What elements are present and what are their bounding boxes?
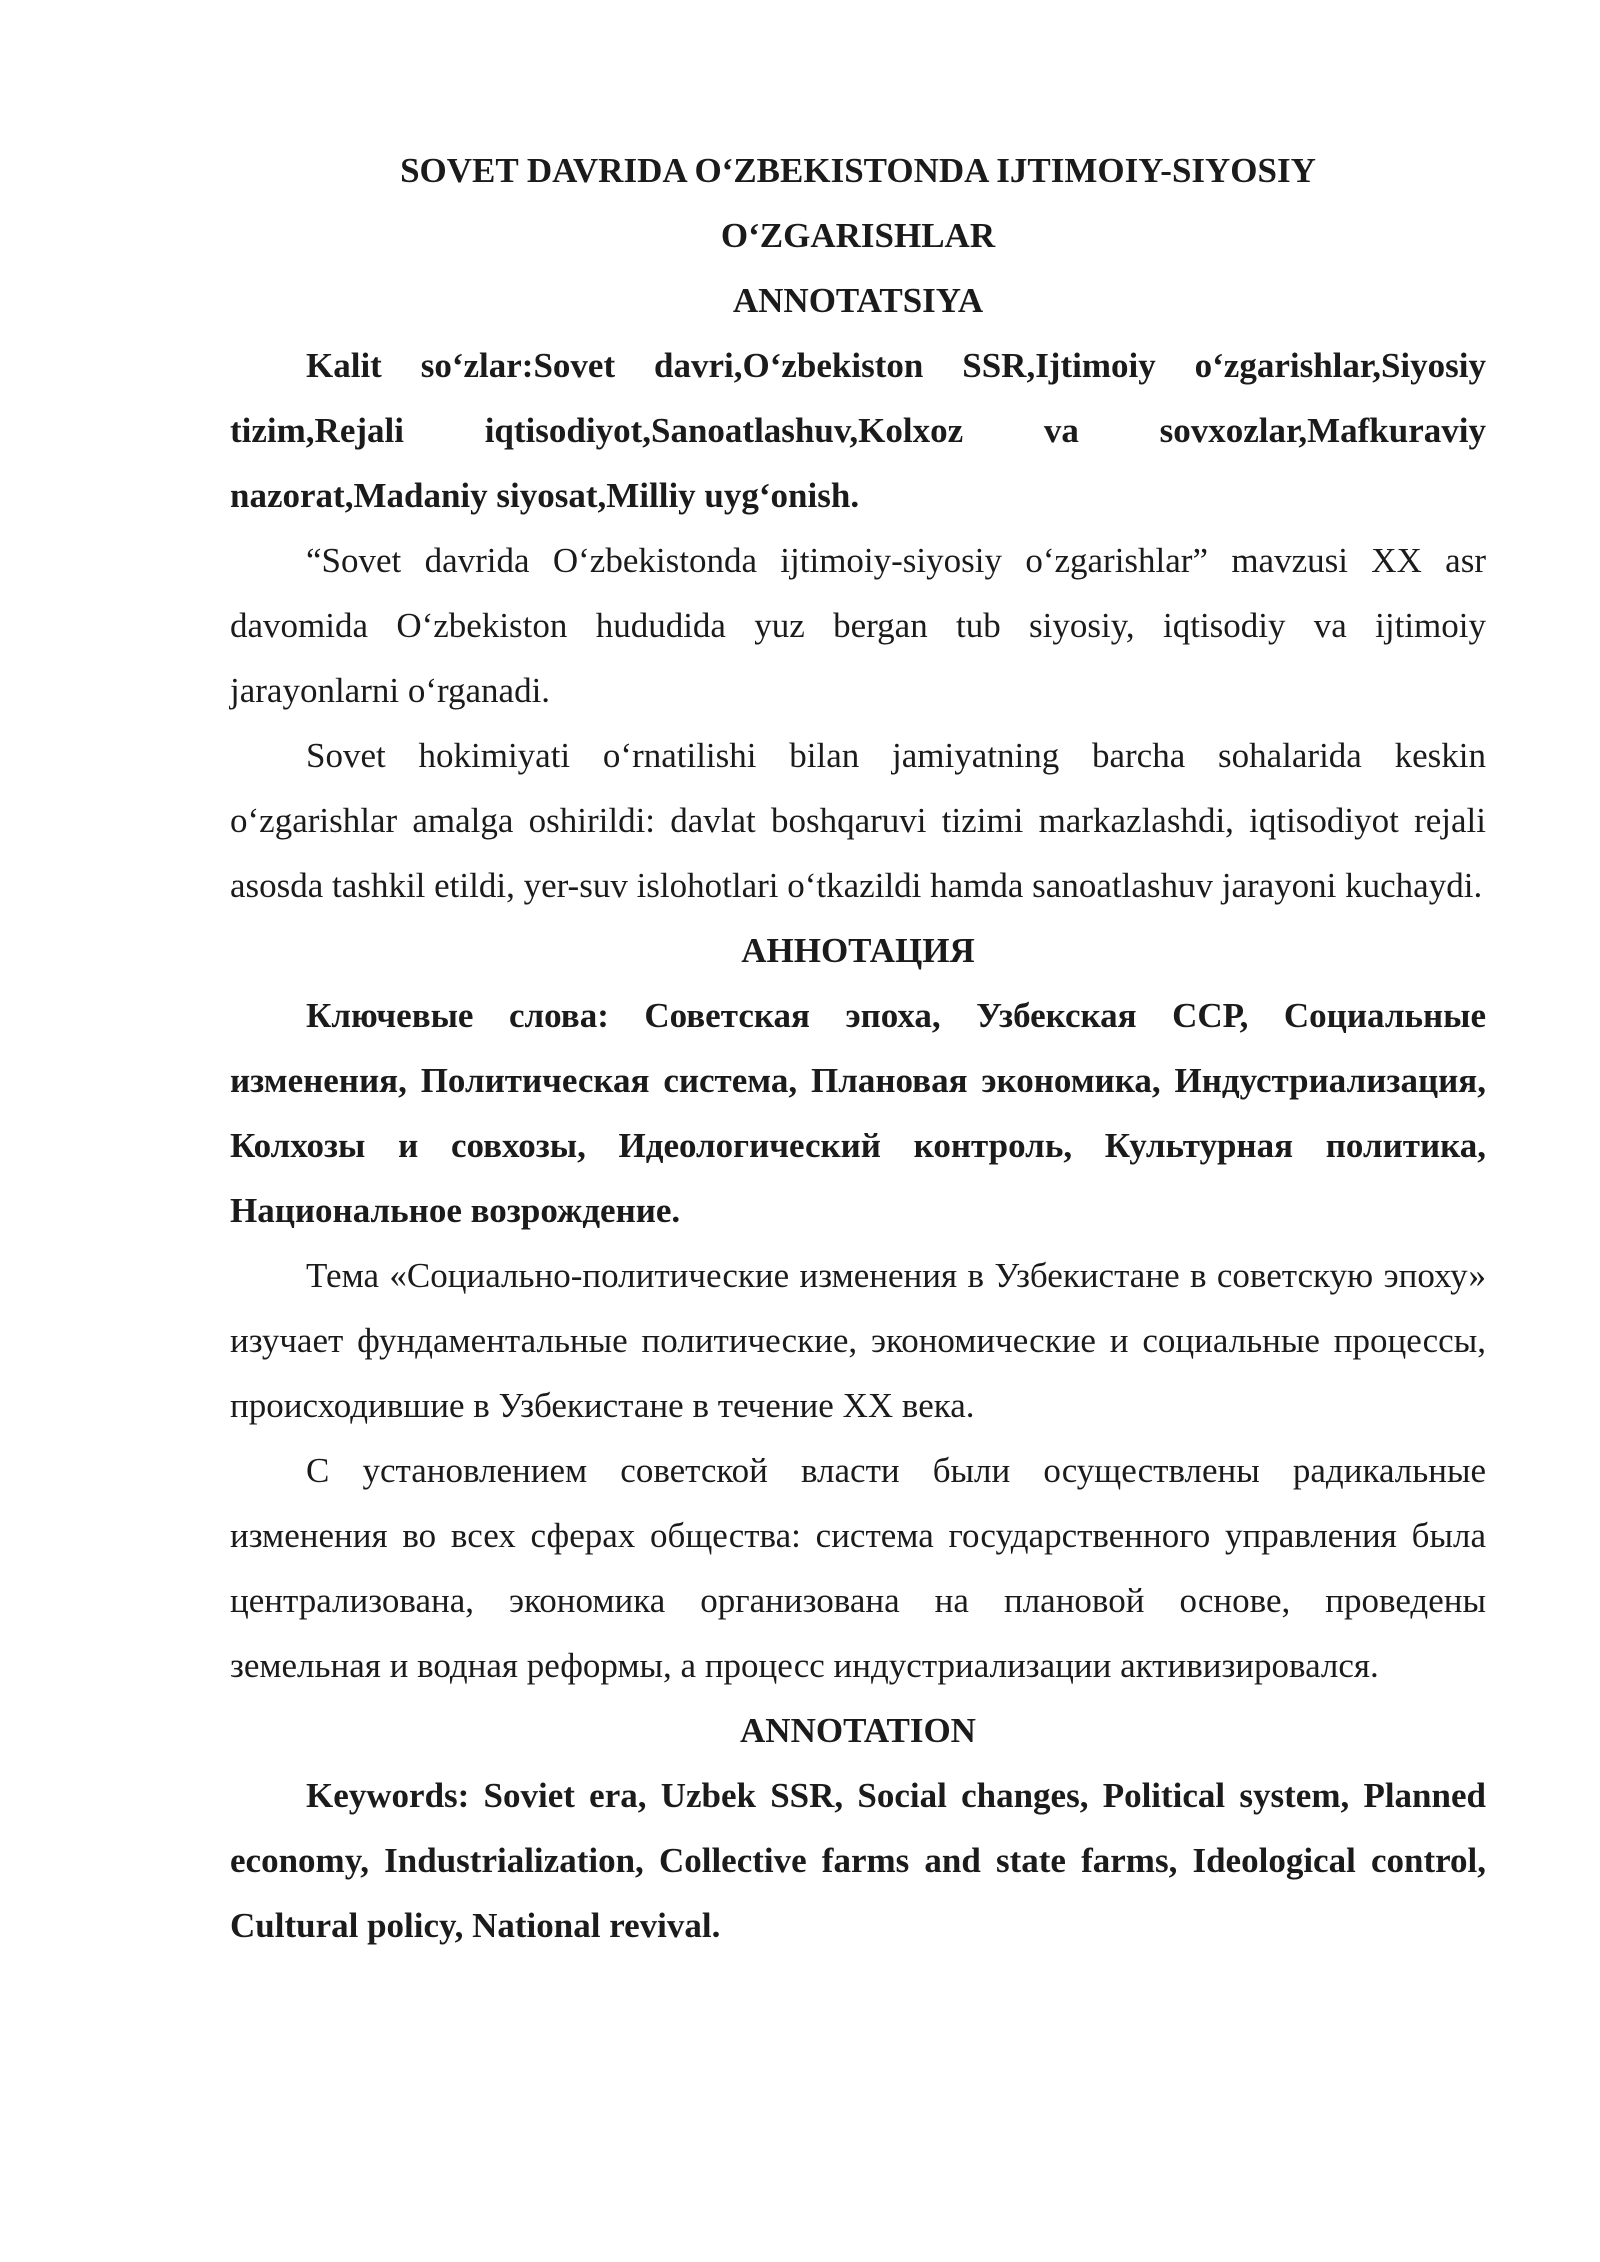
document-title-line-1: SOVET DAVRIDA O‘ZBEKISTONDA IJTIMOIY-SIYOSIY — [400, 151, 1316, 190]
annotation-russian — [230, 918, 1486, 1698]
document-title-line-2: O‘ZGARISHLAR — [720, 216, 996, 255]
keywords-english: Keywords: Soviet era, Uzbek SSR, Social changes, Political system, Planned economy, Industrialization, Collective farms and state farms, Ideological control, Cultural policy, National revival. — [230, 1776, 1486, 1945]
keywords-russian: Ключевые слова: Советская эпоха, Узбекская ССР, Социальные изменения, Политическая система, Плановая экономика, Индустриализация, Колхозы и совхозы, Идеологический контроль, Культурная политика, Национальное возрождение. — [230, 996, 1486, 1230]
paragraph-russian-1: Тема «Социально-политические изменения в Узбекистане в советскую эпоху» изучает фундаментальные политические, экономические и социальные процессы, происходившие в Узбекистане в течение XX века. — [230, 1256, 1486, 1425]
paragraph-uzbek-1: “Sovet davrida O‘zbekistonda ijtimoiy-siyosiy o‘zgarishlar” mavzusi XX asr davomida O‘zbekiston hududida yuz bergan tub siyosiy, iqtisodiy va ijtimoiy jarayonlarni o‘rganadi. — [230, 541, 1486, 710]
document-page — [230, 138, 1486, 1958]
paragraph-uzbek-2: Sovet hokimiyati o‘rnatilishi bilan jamiyatning barcha sohalarida keskin o‘zgarishlar amalga oshirildi: davlat boshqaruvi tizimi markazlashdi, iqtisodiyot rejali asosda tashkil etildi, yer-suv islohotlari o‘tkazildi hamda sanoatlashuv jarayoni kuchaydi. — [230, 736, 1486, 905]
section-heading-uzbek: ANNOTATSIYA — [732, 281, 984, 320]
annotation-uzbek — [230, 268, 1486, 918]
section-heading-russian: АННОТАЦИЯ — [741, 931, 975, 970]
section-heading-english: ANNOTATION — [740, 1711, 976, 1750]
paragraph-russian-2: С установлением советской власти были осуществлены радикальные изменения во всех сферах общества: система государственного управления была централизована, экономика организована на плановой основе, проведены земельная и водная реформы, а процесс индустриализации активизировался. — [230, 1451, 1486, 1685]
annotation-english — [230, 1698, 1486, 1958]
keywords-uzbek: Kalit so‘zlar:Sovet davri,O‘zbekiston SSR,Ijtimoiy o‘zgarishlar,Siyosiy tizim,Rejali iqtisodiyot,Sanoatlashuv,Kolxoz va sovxozlar,Mafkuraviy nazorat,Madaniy siyosat,Milliy uyg‘onish. — [230, 346, 1486, 515]
